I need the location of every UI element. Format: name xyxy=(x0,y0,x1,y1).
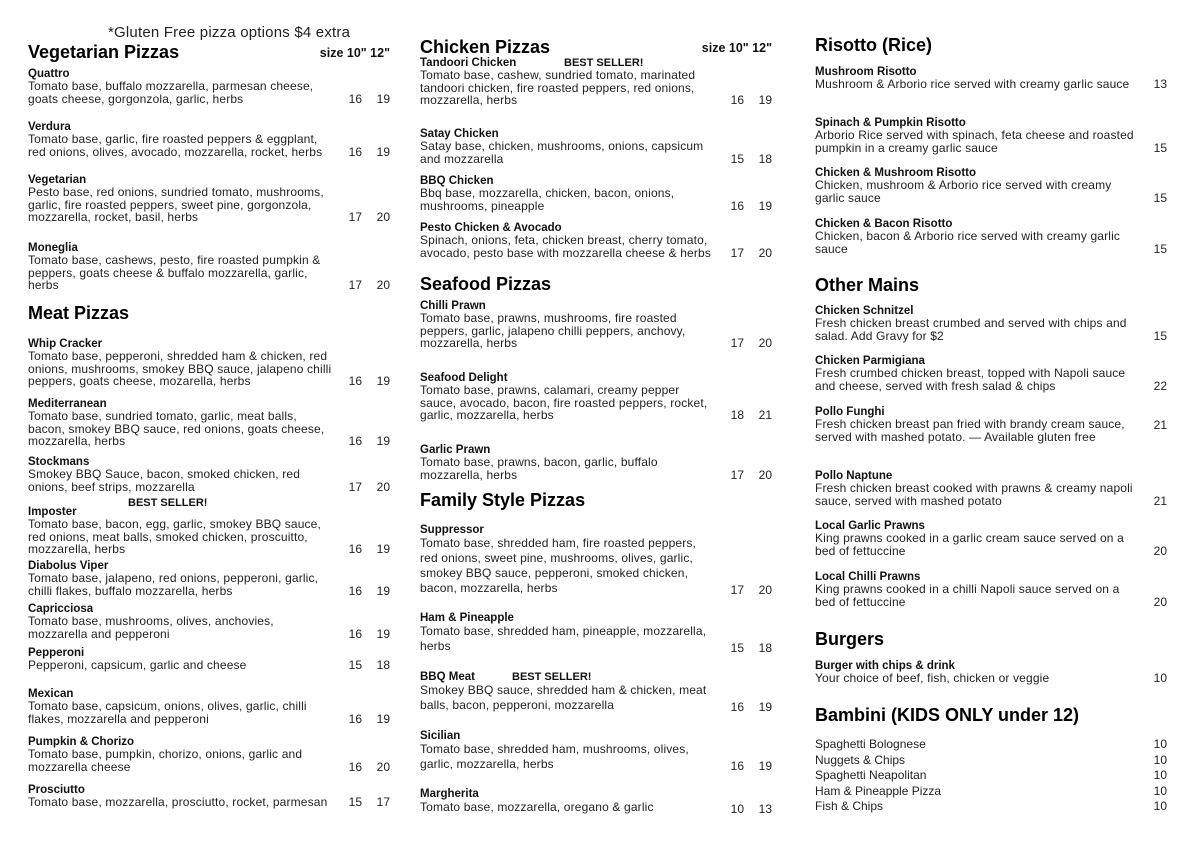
item-name: Spaghetti Neapolitan xyxy=(815,768,927,782)
item-name: Burger with chips & drink xyxy=(815,660,955,672)
best-seller-badge: BEST SELLER! xyxy=(564,57,644,69)
menu-item xyxy=(420,176,772,212)
price-12: 19 xyxy=(376,91,390,106)
menu-item xyxy=(28,737,390,773)
price-12: 20 xyxy=(376,479,390,494)
price-10: 16 xyxy=(348,91,362,106)
price-10: 15 xyxy=(730,640,744,655)
item-description: Mushroom & Arborio rice served with creamy garlic sauce xyxy=(815,77,1130,91)
item-description: Tomato base, mozzarella, prosciutto, rocket, parmesan xyxy=(28,795,328,809)
menu-item xyxy=(815,521,1167,557)
item-prices xyxy=(334,713,390,726)
item-description: Arborio Rice served with spinach, feta cheese and roasted pumpkin in a creamy garlic sauce xyxy=(815,128,1134,155)
item-name: Local Garlic Prawns xyxy=(815,520,925,532)
price-10: 17 xyxy=(730,582,744,597)
section-title: Family Style Pizzas xyxy=(420,490,586,510)
item-price xyxy=(1154,142,1167,155)
item-description: Tomato base, prawns, bacon, garlic, buffalo mozzarella, herbs xyxy=(420,455,658,482)
price-12: 20 xyxy=(758,467,772,482)
risotto-section xyxy=(815,35,1167,56)
item-description: Fresh chicken breast pan fried with brandy cream sauce, served with mashed potato. — Available gluten free xyxy=(815,417,1125,444)
list-item xyxy=(815,737,1167,753)
section-title: Vegetarian Pizzas xyxy=(28,42,180,62)
item-description: Tomato base, cashew, sundried tomato, marinated tandoori chicken, fire roasted peppers, red onions, mozzarella, herbs xyxy=(420,68,696,107)
item-description: Smokey BBQ sauce, shredded ham & chicken, meat balls, bacon, pepperoni, mozzarella xyxy=(420,683,707,712)
price-10: 16 xyxy=(348,711,362,726)
menu-item xyxy=(28,399,390,448)
menu-item xyxy=(815,219,1167,255)
item-name: Whip Cracker xyxy=(28,338,103,350)
menu-column-left xyxy=(28,0,390,853)
price: 15 xyxy=(1153,140,1167,155)
item-description: Tomato base, shredded ham, pineapple, mozzarella, herbs xyxy=(420,624,707,653)
item-price xyxy=(1154,78,1167,91)
price-12: 20 xyxy=(376,210,390,224)
meat-section xyxy=(28,303,390,324)
item-prices xyxy=(716,409,772,422)
item-name: Pollo Funghi xyxy=(815,406,885,418)
item-prices xyxy=(716,584,772,597)
other-mains-section xyxy=(815,275,1167,296)
price-10: 16 xyxy=(348,434,362,448)
price-10: 16 xyxy=(348,144,362,159)
price-12: 19 xyxy=(758,758,772,773)
item-prices xyxy=(716,200,772,213)
item-name: Stockmans xyxy=(28,456,90,468)
item-description: Satay base, chicken, mushrooms, onions, capsicum and mozzarella xyxy=(420,139,704,166)
price-12: 19 xyxy=(376,434,390,448)
menu-item xyxy=(28,339,390,388)
menu-item xyxy=(28,604,390,640)
item-name: Chicken & Mushroom Risotto xyxy=(815,167,977,179)
item-name: BBQ Meat xyxy=(420,671,475,683)
item-prices xyxy=(716,94,772,107)
item-description: Tomato base, prawns, calamari, creamy pepper sauce, avocado, bacon, fire roasted peppers, rocket, garlic, mozzarella, herbs xyxy=(420,383,708,422)
item-description: Tomato base, sundried tomato, garlic, meat balls, bacon, smokey BBQ sauce, red onions, goats cheese, mozzarella, herbs xyxy=(28,409,325,448)
price-10: 18 xyxy=(730,408,744,422)
price: 10 xyxy=(1153,671,1167,685)
item-prices xyxy=(334,435,390,448)
price-12: 19 xyxy=(758,93,772,107)
item-prices xyxy=(334,761,390,774)
item-prices xyxy=(716,469,772,482)
price-10: 16 xyxy=(348,374,362,388)
kids-list xyxy=(815,737,1167,815)
size-header: size 10" 12" xyxy=(701,41,772,55)
kids-section xyxy=(815,705,1167,726)
item-name: Prosciutto xyxy=(28,784,85,796)
menu-item xyxy=(815,407,1167,443)
item-prices xyxy=(716,642,772,655)
item-name: Mushroom Risotto xyxy=(815,66,917,78)
price-10: 16 xyxy=(730,198,744,213)
menu-item xyxy=(28,175,390,224)
price-12: 18 xyxy=(758,151,772,166)
price-12: 20 xyxy=(758,245,772,260)
price-10: 16 xyxy=(348,542,362,556)
item-name: Diabolus Viper xyxy=(28,560,109,572)
item-name: Spaghetti Bolognese xyxy=(815,737,926,751)
menu-item xyxy=(815,661,1167,685)
item-description: Tomato base, cashews, pesto, fire roasted pumpkin & peppers, goats cheese & buffalo mozzarella, garlic, herbs xyxy=(28,253,321,292)
section-title: Bambini (KIDS ONLY under 12) xyxy=(815,705,1080,725)
item-description: Smokey BBQ Sauce, bacon, smoked chicken, red onions, beef strips, mozzarella xyxy=(28,467,301,494)
price-12: 17 xyxy=(376,795,390,809)
item-prices xyxy=(716,803,772,816)
menu-item xyxy=(28,785,390,809)
menu-item xyxy=(28,561,390,597)
item-name: Moneglia xyxy=(28,242,78,254)
item-name: Sicilian xyxy=(420,730,461,742)
section-title: Chicken Pizzas xyxy=(420,37,551,57)
item-name: Vegetarian xyxy=(28,174,87,186)
item-prices xyxy=(716,247,772,260)
menu-item xyxy=(28,648,390,672)
item-name: Chicken Parmigiana xyxy=(815,355,925,367)
item-name: Fish & Chips xyxy=(815,799,884,813)
menu-item xyxy=(815,67,1167,91)
item-price xyxy=(1154,192,1167,205)
item-description: Pepperoni, capsicum, garlic and cheese xyxy=(28,658,247,672)
price-12: 19 xyxy=(376,583,390,598)
item-name: BBQ Chicken xyxy=(420,175,494,187)
menu-item xyxy=(420,58,772,107)
menu-item xyxy=(420,445,772,481)
item-description: Chicken, mushroom & Arborio rice served with creamy garlic sauce xyxy=(815,178,1112,205)
menu-item xyxy=(815,306,1167,342)
item-prices xyxy=(334,93,390,106)
section-title: Meat Pizzas xyxy=(28,303,130,323)
price-12: 19 xyxy=(758,699,772,714)
price: 15 xyxy=(1153,190,1167,205)
item-name: Ham & Pineapple Pizza xyxy=(815,783,942,798)
item-description: Fresh crumbed chicken breast, topped with Napoli sauce and cheese, served with fresh salad & chips xyxy=(815,366,1126,393)
item-prices xyxy=(334,481,390,494)
item-description: Tomato base, garlic, fire roasted peppers & eggplant, red onions, olives, avocado, mozzarella, rocket, herbs xyxy=(28,132,323,159)
size-header: size 10" 12" xyxy=(319,46,390,60)
price-12: 20 xyxy=(376,759,390,774)
menu-item xyxy=(28,122,390,158)
list-item xyxy=(815,784,1167,800)
menu-item xyxy=(28,243,390,292)
section-title: Other Mains xyxy=(815,275,920,295)
item-prices xyxy=(334,211,390,224)
price-10: 15 xyxy=(348,658,362,672)
item-name: Chicken & Bacon Risotto xyxy=(815,218,953,230)
menu-item xyxy=(420,731,772,772)
item-name: Satay Chicken xyxy=(420,128,499,140)
item-price xyxy=(1154,596,1167,609)
price: 20 xyxy=(1153,594,1167,609)
family-section xyxy=(420,490,772,511)
menu-item xyxy=(815,168,1167,204)
price: 13 xyxy=(1153,77,1167,91)
item-description: Bbq base, mozzarella, chicken, bacon, onions, mushrooms, pineapple xyxy=(420,186,675,213)
price: 10 xyxy=(1153,752,1167,767)
item-description: Fresh chicken breast crumbed and served with chips and salad. Add Gravy for $2 xyxy=(815,316,1127,343)
best-seller-badge: BEST SELLER! xyxy=(512,671,592,683)
menu-item xyxy=(420,789,772,815)
price-10: 17 xyxy=(348,479,362,494)
price-10: 16 xyxy=(730,699,744,714)
item-name: Seafood Delight xyxy=(420,372,508,384)
price: 15 xyxy=(1153,328,1167,343)
menu-item xyxy=(420,223,772,259)
price: 10 xyxy=(1153,783,1167,798)
price-12: 19 xyxy=(758,198,772,213)
list-item xyxy=(815,768,1167,784)
price-10: 17 xyxy=(730,245,744,260)
price: 15 xyxy=(1153,241,1167,256)
item-name: Spinach & Pumpkin Risotto xyxy=(815,117,966,129)
menu-item xyxy=(420,301,772,350)
item-name: Tandoori Chicken xyxy=(420,57,517,69)
item-prices xyxy=(716,337,772,350)
gluten-free-note: *Gluten Free pizza options $4 extra xyxy=(108,24,351,41)
price-10: 17 xyxy=(730,336,744,350)
item-name: Pumpkin & Chorizo xyxy=(28,736,135,748)
item-prices xyxy=(334,279,390,292)
item-description: King prawns cooked in a chilli Napoli sauce served on a bed of fettuccine xyxy=(815,582,1120,609)
menu-item xyxy=(815,572,1167,608)
section-title: Burgers xyxy=(815,629,885,649)
section-title: Seafood Pizzas xyxy=(420,274,552,294)
item-description: Tomato base, pepperoni, shredded ham & chicken, red onions, mushrooms, smokey BBQ sauce, jalapeno chilli peppers, goats cheese, mozarella, herbs xyxy=(28,349,332,388)
item-name: Chicken Schnitzel xyxy=(815,305,914,317)
price-10: 15 xyxy=(348,795,362,809)
price-10: 17 xyxy=(730,467,744,482)
item-description: Tomato base, capsicum, onions, olives, garlic, chilli flakes, mozzarella and pepperoni xyxy=(28,699,307,726)
item-name: Pesto Chicken & Avocado xyxy=(420,222,562,234)
price-12: 20 xyxy=(758,336,772,350)
item-prices xyxy=(716,153,772,166)
menu-item xyxy=(28,457,390,493)
item-prices xyxy=(334,659,390,672)
list-item xyxy=(815,799,1167,815)
price-10: 16 xyxy=(348,626,362,641)
item-price xyxy=(1154,545,1167,558)
item-name: Imposter xyxy=(28,506,77,518)
item-description: Tomato base, jalapeno, red onions, pepperoni, garlic, chilli flakes, buffalo mozzarella, herbs xyxy=(28,571,319,598)
menu-item xyxy=(420,672,772,713)
item-price xyxy=(1154,672,1167,685)
burgers-section xyxy=(815,629,1167,650)
price-12: 18 xyxy=(758,640,772,655)
item-description: Tomato base, mozzarella, oregano & garlic xyxy=(420,800,654,814)
item-prices xyxy=(334,796,390,809)
item-name: Mexican xyxy=(28,688,74,700)
price-10: 15 xyxy=(730,151,744,166)
menu-item xyxy=(28,689,390,725)
item-description: Tomato base, prawns, mushrooms, fire roasted peppers, garlic, jalapeno chilli peppers, anchovy, mozzarella, herbs xyxy=(420,311,686,350)
item-name: Capricciosa xyxy=(28,603,94,615)
item-description: Tomato base, shredded ham, fire roasted peppers, red onions, sweet pine, mushrooms, olives, garlic, smokey BBQ sauce, pepperoni, smoked chicken, bacon, mozzarella, herbs xyxy=(420,536,697,595)
item-prices xyxy=(334,628,390,641)
seafood-section xyxy=(420,274,772,295)
item-name: Margherita xyxy=(420,788,479,800)
item-name: Ham & Pineapple xyxy=(420,612,514,624)
item-name: Pollo Naptune xyxy=(815,470,893,482)
item-prices xyxy=(334,543,390,556)
price-12: 19 xyxy=(376,626,390,641)
item-price xyxy=(1154,419,1167,432)
vegetarian-section xyxy=(28,42,390,63)
price: 10 xyxy=(1153,799,1167,813)
best-seller-badge: BEST SELLER! xyxy=(128,497,208,509)
item-name: Verdura xyxy=(28,121,71,133)
section-title: Risotto (Rice) xyxy=(815,35,932,55)
price-12: 20 xyxy=(758,582,772,597)
price-10: 17 xyxy=(348,210,362,224)
price-12: 19 xyxy=(376,144,390,159)
price-10: 17 xyxy=(348,278,362,292)
item-prices xyxy=(334,375,390,388)
menu-column-right xyxy=(815,0,1167,853)
item-price xyxy=(1154,380,1167,393)
menu-item xyxy=(420,129,772,165)
menu-item xyxy=(28,69,390,105)
chicken-section xyxy=(420,37,772,58)
menu-item xyxy=(815,471,1167,507)
item-description: Tomato base, bacon, egg, garlic, smokey BBQ sauce, red onions, meat balls, smoked chicken, proscuitto, mozzarella, herbs xyxy=(28,517,321,556)
item-name: Chilli Prawn xyxy=(420,300,486,312)
menu-column-middle xyxy=(420,0,772,853)
item-price xyxy=(1154,495,1167,508)
price: 21 xyxy=(1153,493,1167,508)
item-name: Pepperoni xyxy=(28,647,85,659)
item-name: Quattro xyxy=(28,68,70,80)
price-12: 19 xyxy=(376,711,390,726)
item-name: Local Chilli Prawns xyxy=(815,571,921,583)
price-10: 16 xyxy=(348,583,362,598)
price-10: 16 xyxy=(730,93,744,107)
price: 10 xyxy=(1153,737,1167,751)
menu-item xyxy=(420,525,772,596)
item-prices xyxy=(334,146,390,159)
item-name: Garlic Prawn xyxy=(420,444,491,456)
item-description: Chicken, bacon & Arborio rice served with creamy garlic sauce xyxy=(815,229,1121,256)
price-12: 21 xyxy=(758,408,772,422)
menu-item xyxy=(420,613,772,654)
menu-item xyxy=(815,118,1167,154)
item-description: Your choice of beef, fish, chicken or veggie xyxy=(815,671,1050,685)
price-10: 16 xyxy=(730,758,744,773)
item-name: Suppressor xyxy=(420,524,484,536)
item-prices xyxy=(334,585,390,598)
item-description: Fresh chicken breast cooked with prawns & creamy napoli sauce, served with mashed potato xyxy=(815,481,1133,508)
item-description: Tomato base, mushrooms, olives, anchovies, mozzarella and pepperoni xyxy=(28,614,274,641)
item-prices xyxy=(716,760,772,773)
item-description: King prawns cooked in a garlic cream sauce served on a bed of fettuccine xyxy=(815,531,1124,558)
price-12: 20 xyxy=(376,278,390,292)
menu-item xyxy=(28,507,390,556)
item-description: Pesto base, red onions, sundried tomato, mushrooms, garlic, fire roasted peppers, sweet pine, gorgonzola, mozzarella, rocket, basil, herbs xyxy=(28,185,324,224)
item-name: Mediterranean xyxy=(28,398,107,410)
menu-item xyxy=(420,373,772,422)
price-12: 19 xyxy=(376,542,390,556)
item-name: Nuggets & Chips xyxy=(815,752,906,767)
price: 21 xyxy=(1153,417,1167,432)
item-description: Tomato base, buffalo mozzarella, parmesan cheese, goats cheese, gorgonzola, garlic, herbs xyxy=(28,79,314,106)
item-price xyxy=(1154,330,1167,343)
item-prices xyxy=(716,701,772,714)
item-description: Tomato base, pumpkin, chorizo, onions, garlic and mozzarella cheese xyxy=(28,747,303,774)
price-12: 18 xyxy=(376,658,390,672)
price: 22 xyxy=(1153,378,1167,393)
item-description: Spinach, onions, feta, chicken breast, cherry tomato, avocado, pesto base with mozzarella cheese & herbs xyxy=(420,233,711,260)
menu-item xyxy=(815,356,1167,392)
price: 10 xyxy=(1153,768,1167,782)
price-12: 13 xyxy=(758,801,772,816)
price-12: 19 xyxy=(376,374,390,388)
item-price xyxy=(1154,243,1167,256)
price-10: 10 xyxy=(730,801,744,816)
price-10: 16 xyxy=(348,759,362,774)
item-description: Tomato base, shredded ham, mushrooms, olives, garlic, mozzarella, herbs xyxy=(420,742,689,771)
list-item xyxy=(815,753,1167,769)
price: 20 xyxy=(1153,543,1167,558)
